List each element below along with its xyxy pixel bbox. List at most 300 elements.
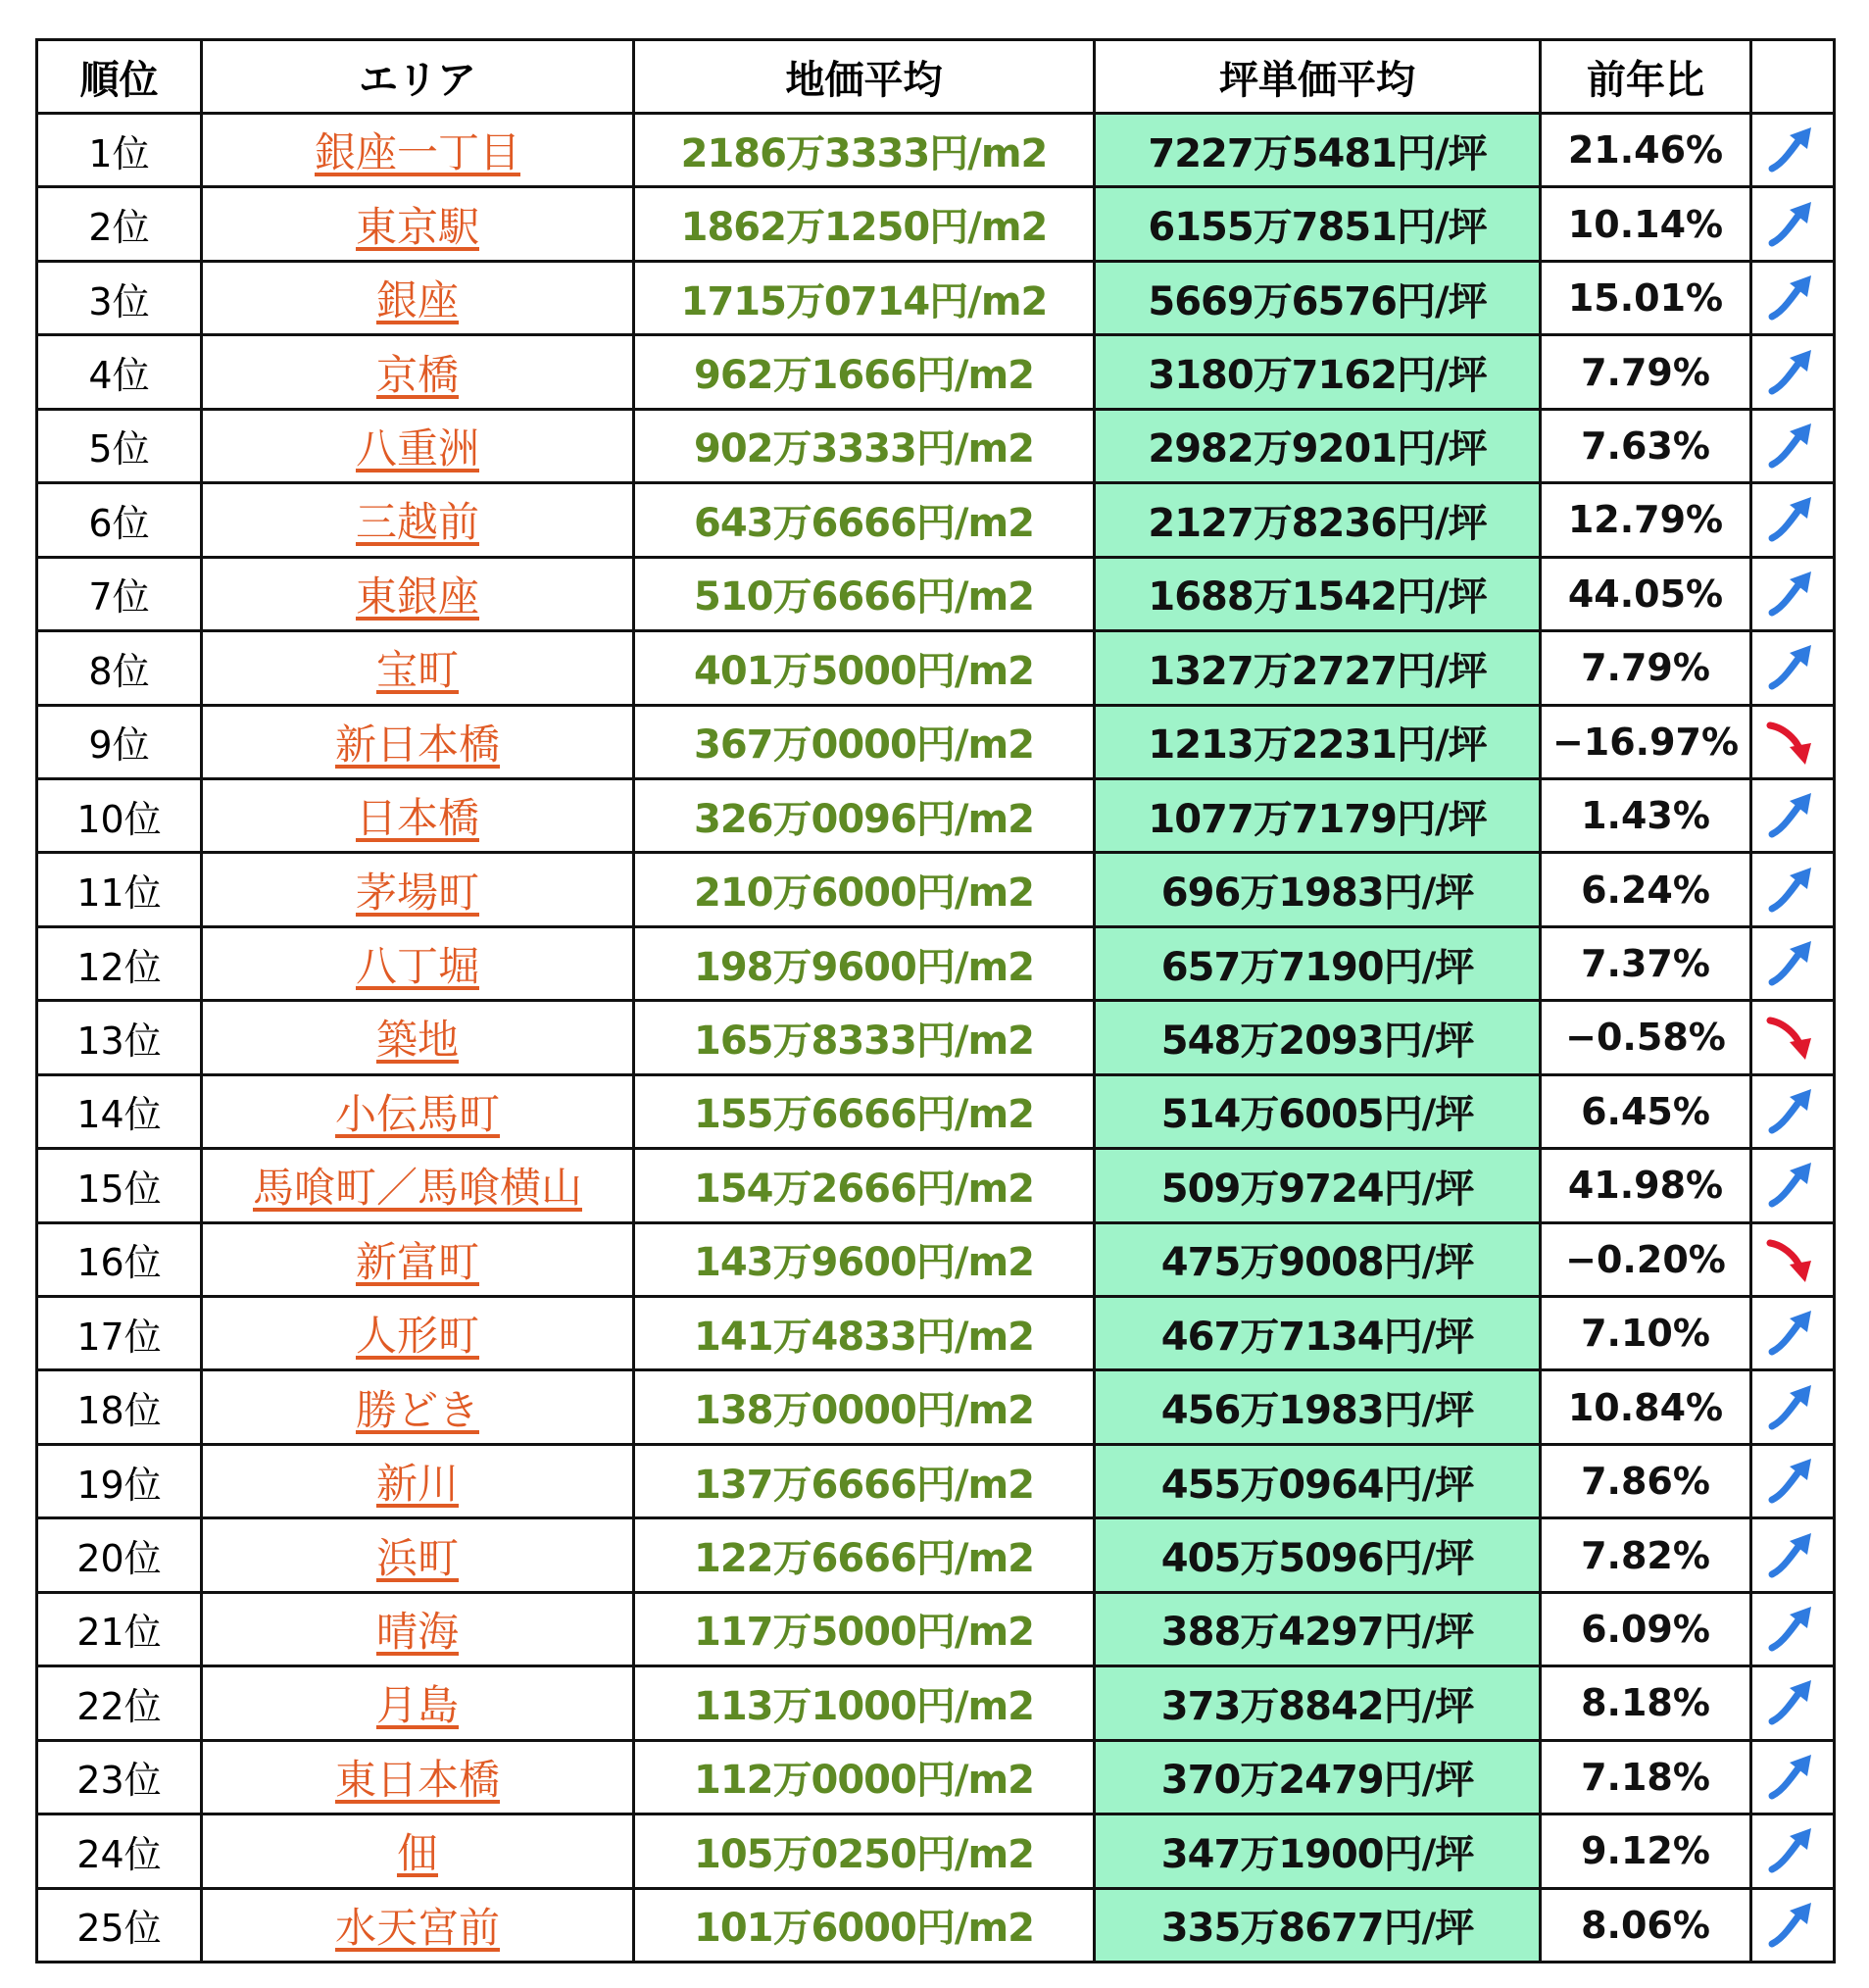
land-price-cell <box>634 409 1095 482</box>
trend-cell <box>1751 631 1835 705</box>
land-price-value: 141万4833円/m2 <box>694 1314 1034 1360</box>
land-price-cell <box>634 1370 1095 1444</box>
tsubo-price-value: 2127万8236円/坪 <box>1148 500 1487 546</box>
yoy-value: 7.86% <box>1581 1460 1710 1504</box>
trend-up-arrow-icon <box>1766 866 1819 915</box>
rank-label: 24位 <box>76 1832 162 1876</box>
tsubo-price-cell <box>1095 1666 1541 1740</box>
land-price-value: 143万9600円/m2 <box>694 1240 1034 1286</box>
land-price-cell <box>634 187 1095 261</box>
land-price-value: 401万5000円/m2 <box>694 648 1034 694</box>
tsubo-price-cell <box>1095 1444 1541 1517</box>
table-row <box>37 187 1835 261</box>
trend-down-arrow-icon <box>1766 718 1819 767</box>
area-cell <box>202 409 634 482</box>
trend-up-arrow-icon <box>1766 1605 1819 1654</box>
trend-up-arrow-icon <box>1766 125 1819 174</box>
land-price-cell <box>634 557 1095 630</box>
land-price-value: 367万0000円/m2 <box>694 722 1034 769</box>
land-price-ranking-table <box>35 38 1836 1963</box>
yoy-value: 6.24% <box>1581 868 1710 912</box>
header-tsubo-price: 坪単価平均 <box>1095 40 1541 114</box>
trend-cell <box>1751 778 1835 852</box>
table-row <box>37 1222 1835 1296</box>
rank-cell <box>37 1666 202 1740</box>
yoy-cell <box>1541 1814 1751 1888</box>
trend-cell <box>1751 261 1835 334</box>
area-cell <box>202 1444 634 1517</box>
tsubo-price-cell <box>1095 705 1541 778</box>
trend-cell <box>1751 1149 1835 1222</box>
tsubo-price-value: 1327万2727円/坪 <box>1148 648 1487 694</box>
header-land-price: 地価平均 <box>634 40 1095 114</box>
yoy-cell <box>1541 1149 1751 1222</box>
yoy-value: 7.18% <box>1581 1755 1710 1799</box>
area-link[interactable]: 新川 <box>375 1460 459 1509</box>
trend-cell <box>1751 1888 1835 1963</box>
land-price-value: 122万6666円/m2 <box>694 1536 1034 1582</box>
land-price-value: 105万0250円/m2 <box>694 1831 1034 1877</box>
rank-label: 23位 <box>76 1759 162 1803</box>
table-row <box>37 1370 1835 1444</box>
yoy-cell <box>1541 1074 1751 1148</box>
trend-up-arrow-icon <box>1766 1531 1819 1580</box>
land-price-value: 510万6666円/m2 <box>694 574 1034 621</box>
rank-label: 11位 <box>76 871 162 916</box>
area-cell <box>202 705 634 778</box>
land-price-cell <box>634 853 1095 926</box>
trend-cell <box>1751 335 1835 409</box>
rank-label: 9位 <box>88 723 150 768</box>
trend-cell <box>1751 114 1835 187</box>
tsubo-price-value: 475万9008円/坪 <box>1160 1240 1474 1286</box>
header-area: エリア <box>202 40 634 114</box>
rank-cell <box>37 853 202 926</box>
trend-down-arrow-icon <box>1766 1235 1819 1284</box>
land-price-cell <box>634 1444 1095 1517</box>
yoy-cell <box>1541 1740 1751 1814</box>
land-price-value: 113万1000円/m2 <box>694 1683 1034 1729</box>
land-price-value: 154万2666円/m2 <box>694 1166 1034 1212</box>
trend-cell <box>1751 187 1835 261</box>
area-cell <box>202 1592 634 1665</box>
yoy-cell <box>1541 1888 1751 1963</box>
rank-cell <box>37 1149 202 1222</box>
table-row <box>37 483 1835 557</box>
tsubo-price-cell <box>1095 1074 1541 1148</box>
rank-label: 16位 <box>76 1241 162 1285</box>
trend-up-arrow-icon <box>1766 1901 1819 1950</box>
area-link[interactable]: 築地 <box>375 1016 459 1065</box>
rank-cell <box>37 1592 202 1665</box>
land-price-value: 902万3333円/m2 <box>694 426 1034 472</box>
table-row <box>37 1888 1835 1963</box>
yoy-value: 7.37% <box>1581 942 1710 986</box>
area-cell <box>202 631 634 705</box>
rank-label: 13位 <box>76 1019 162 1063</box>
yoy-cell <box>1541 1666 1751 1740</box>
tsubo-price-cell <box>1095 483 1541 557</box>
table-row <box>37 705 1835 778</box>
rank-label: 18位 <box>76 1389 162 1433</box>
area-link[interactable]: 佃 <box>396 1829 438 1878</box>
rank-cell <box>37 1518 202 1592</box>
yoy-cell <box>1541 1370 1751 1444</box>
trend-cell <box>1751 1074 1835 1148</box>
tsubo-price-cell <box>1095 1740 1541 1814</box>
yoy-cell <box>1541 926 1751 1000</box>
yoy-cell <box>1541 1592 1751 1665</box>
yoy-cell <box>1541 853 1751 926</box>
table-row <box>37 1814 1835 1888</box>
land-price-cell <box>634 261 1095 334</box>
tsubo-price-value: 6155万7851円/坪 <box>1148 205 1487 251</box>
land-price-cell <box>634 1740 1095 1814</box>
land-price-value: 643万6666円/m2 <box>694 500 1034 546</box>
area-cell <box>202 1297 634 1370</box>
land-price-cell <box>634 1592 1095 1665</box>
area-link[interactable]: 茅場町 <box>355 868 479 917</box>
yoy-cell <box>1541 409 1751 482</box>
trend-up-arrow-icon <box>1766 1383 1819 1432</box>
trend-up-arrow-icon <box>1766 348 1819 397</box>
rank-label: 25位 <box>76 1907 162 1951</box>
yoy-value: 21.46% <box>1567 128 1724 173</box>
land-price-value: 165万8333円/m2 <box>694 1018 1034 1064</box>
area-link[interactable]: 八重洲 <box>355 423 479 472</box>
tsubo-price-value: 696万1983円/坪 <box>1160 870 1474 917</box>
trend-down-arrow-icon <box>1766 1013 1819 1062</box>
land-price-cell <box>634 926 1095 1000</box>
land-price-cell <box>634 1518 1095 1592</box>
rank-label: 15位 <box>76 1167 162 1211</box>
tsubo-price-cell <box>1095 261 1541 334</box>
land-price-cell <box>634 1074 1095 1148</box>
yoy-cell <box>1541 1222 1751 1296</box>
area-cell <box>202 1518 634 1592</box>
table-row <box>37 114 1835 187</box>
table-row <box>37 1740 1835 1814</box>
tsubo-price-cell <box>1095 1149 1541 1222</box>
land-price-cell <box>634 705 1095 778</box>
rank-cell <box>37 1074 202 1148</box>
tsubo-price-value: 405万5096円/坪 <box>1160 1536 1474 1582</box>
trend-cell <box>1751 1370 1835 1444</box>
yoy-cell <box>1541 705 1751 778</box>
rank-cell <box>37 557 202 630</box>
area-link[interactable]: 銀座 <box>375 276 459 325</box>
header-row <box>37 40 1835 114</box>
yoy-cell <box>1541 631 1751 705</box>
yoy-value: 9.12% <box>1581 1829 1710 1873</box>
trend-cell <box>1751 1222 1835 1296</box>
yoy-value: 7.79% <box>1581 646 1710 690</box>
trend-cell <box>1751 483 1835 557</box>
yoy-value: 7.10% <box>1581 1312 1710 1356</box>
area-link[interactable]: 晴海 <box>375 1607 459 1656</box>
area-cell <box>202 1370 634 1444</box>
yoy-cell <box>1541 114 1751 187</box>
area-cell <box>202 1074 634 1148</box>
tsubo-price-value: 5669万6576円/坪 <box>1148 278 1487 324</box>
yoy-cell <box>1541 187 1751 261</box>
table-row <box>37 335 1835 409</box>
land-price-value: 1862万1250円/m2 <box>680 205 1048 251</box>
tsubo-price-value: 514万6005円/坪 <box>1160 1092 1474 1138</box>
yoy-cell <box>1541 1518 1751 1592</box>
rank-cell <box>37 631 202 705</box>
rank-label: 14位 <box>76 1093 162 1137</box>
yoy-value: 10.84% <box>1567 1385 1724 1429</box>
tsubo-price-value: 1213万2231円/坪 <box>1148 722 1487 769</box>
tsubo-price-cell <box>1095 335 1541 409</box>
tsubo-price-value: 467万7134円/坪 <box>1160 1314 1474 1360</box>
trend-up-arrow-icon <box>1766 1826 1819 1875</box>
table-row <box>37 778 1835 852</box>
rank-cell <box>37 1814 202 1888</box>
rank-cell <box>37 409 202 482</box>
area-cell <box>202 1814 634 1888</box>
area-link[interactable]: 小伝馬町 <box>334 1089 500 1138</box>
tsubo-price-value: 335万8677円/坪 <box>1160 1906 1474 1952</box>
rank-cell <box>37 261 202 334</box>
yoy-cell <box>1541 483 1751 557</box>
area-cell <box>202 1001 634 1074</box>
area-link[interactable]: 新日本橋 <box>334 720 500 769</box>
area-cell <box>202 853 634 926</box>
land-price-cell <box>634 483 1095 557</box>
tsubo-price-cell <box>1095 114 1541 187</box>
area-cell <box>202 114 634 187</box>
area-link[interactable]: 宝町 <box>375 646 459 695</box>
trend-up-arrow-icon <box>1766 643 1819 692</box>
tsubo-price-cell <box>1095 1370 1541 1444</box>
trend-cell <box>1751 557 1835 630</box>
table-row <box>37 261 1835 334</box>
tsubo-price-cell <box>1095 1001 1541 1074</box>
table-row <box>37 1001 1835 1074</box>
tsubo-price-cell <box>1095 557 1541 630</box>
yoy-value: 6.45% <box>1581 1089 1710 1133</box>
area-link[interactable]: 月島 <box>375 1681 459 1730</box>
land-price-value: 198万9600円/m2 <box>694 944 1034 990</box>
land-price-value: 101万6000円/m2 <box>694 1906 1034 1952</box>
area-cell <box>202 335 634 409</box>
yoy-cell <box>1541 261 1751 334</box>
table-row <box>37 1444 1835 1517</box>
area-cell <box>202 261 634 334</box>
rank-label: 8位 <box>88 649 150 693</box>
yoy-cell <box>1541 1001 1751 1074</box>
rank-label: 5位 <box>88 427 150 472</box>
land-price-value: 137万6666円/m2 <box>694 1462 1034 1508</box>
table-row <box>37 1297 1835 1370</box>
area-link[interactable]: 人形町 <box>355 1312 479 1361</box>
trend-cell <box>1751 1592 1835 1665</box>
trend-up-arrow-icon <box>1766 791 1819 840</box>
area-link[interactable]: 八丁堀 <box>355 942 479 991</box>
trend-cell <box>1751 409 1835 482</box>
area-link[interactable]: 東日本橋 <box>334 1755 500 1804</box>
rank-cell <box>37 1001 202 1074</box>
tsubo-price-value: 7227万5481円/坪 <box>1148 130 1487 176</box>
header-yoy: 前年比 <box>1541 40 1751 114</box>
rank-label: 10位 <box>76 797 162 841</box>
table-row <box>37 1666 1835 1740</box>
trend-cell <box>1751 705 1835 778</box>
yoy-value: −0.20% <box>1565 1237 1726 1281</box>
yoy-value: 1.43% <box>1581 794 1710 838</box>
land-price-cell <box>634 1888 1095 1963</box>
tsubo-price-cell <box>1095 1518 1541 1592</box>
land-price-value: 155万6666円/m2 <box>694 1092 1034 1138</box>
yoy-value: 10.14% <box>1567 202 1724 246</box>
rank-label: 12位 <box>76 945 162 989</box>
table-row <box>37 853 1835 926</box>
trend-up-arrow-icon <box>1766 273 1819 323</box>
yoy-value: 8.06% <box>1581 1903 1710 1947</box>
land-price-cell <box>634 1666 1095 1740</box>
header-trend <box>1751 40 1835 114</box>
rank-label: 21位 <box>76 1611 162 1655</box>
rank-label: 17位 <box>76 1315 162 1359</box>
trend-cell <box>1751 1740 1835 1814</box>
tsubo-price-value: 373万8842円/坪 <box>1160 1683 1474 1729</box>
land-price-value: 210万6000円/m2 <box>694 870 1034 917</box>
area-link[interactable]: 勝どき <box>355 1385 479 1434</box>
area-cell <box>202 778 634 852</box>
tsubo-price-value: 2982万9201円/坪 <box>1148 426 1487 472</box>
yoy-value: 41.98% <box>1567 1164 1724 1208</box>
area-link[interactable]: 馬喰町／馬喰横山 <box>252 1164 582 1213</box>
rank-cell <box>37 483 202 557</box>
trend-up-arrow-icon <box>1766 570 1819 619</box>
trend-up-arrow-icon <box>1766 939 1819 988</box>
land-price-value: 1715万0714円/m2 <box>680 278 1048 324</box>
yoy-value: 7.79% <box>1581 350 1710 394</box>
tsubo-price-value: 548万2093円/坪 <box>1160 1018 1474 1064</box>
area-cell <box>202 557 634 630</box>
area-link[interactable]: 銀座一丁目 <box>314 128 520 177</box>
rank-label: 3位 <box>88 279 150 323</box>
trend-cell <box>1751 1814 1835 1888</box>
tsubo-price-cell <box>1095 1888 1541 1963</box>
trend-up-arrow-icon <box>1766 1161 1819 1210</box>
tsubo-price-cell <box>1095 778 1541 852</box>
area-link[interactable]: 日本橋 <box>355 794 479 843</box>
yoy-value: 12.79% <box>1567 498 1724 542</box>
table-row <box>37 557 1835 630</box>
rank-cell <box>37 187 202 261</box>
rank-cell <box>37 1740 202 1814</box>
ranking-body <box>37 114 1835 1963</box>
land-price-value: 138万0000円/m2 <box>694 1388 1034 1434</box>
rank-label: 22位 <box>76 1684 162 1728</box>
area-link[interactable]: 水天宮前 <box>334 1903 500 1952</box>
rank-cell <box>37 926 202 1000</box>
tsubo-price-value: 657万7190円/坪 <box>1160 944 1474 990</box>
rank-cell <box>37 114 202 187</box>
trend-cell <box>1751 1297 1835 1370</box>
land-price-cell <box>634 1149 1095 1222</box>
trend-cell <box>1751 1444 1835 1517</box>
tsubo-price-cell <box>1095 187 1541 261</box>
tsubo-price-cell <box>1095 409 1541 482</box>
rank-cell <box>37 1297 202 1370</box>
yoy-value: −16.97% <box>1551 720 1740 764</box>
rank-label: 2位 <box>88 206 150 250</box>
area-link[interactable]: 新富町 <box>355 1237 479 1286</box>
rank-label: 20位 <box>76 1537 162 1581</box>
yoy-value: 7.63% <box>1581 423 1710 468</box>
tsubo-price-cell <box>1095 926 1541 1000</box>
rank-label: 6位 <box>88 501 150 545</box>
tsubo-price-cell <box>1095 1297 1541 1370</box>
trend-up-arrow-icon <box>1766 200 1819 249</box>
area-link[interactable]: 三越前 <box>355 498 479 547</box>
land-price-value: 2186万3333円/m2 <box>680 130 1048 176</box>
land-price-value: 962万1666円/m2 <box>694 353 1034 399</box>
trend-up-arrow-icon <box>1766 1309 1819 1358</box>
area-cell <box>202 483 634 557</box>
yoy-cell <box>1541 335 1751 409</box>
land-price-value: 112万0000円/m2 <box>694 1758 1034 1804</box>
yoy-value: 7.82% <box>1581 1533 1710 1577</box>
area-cell <box>202 1222 634 1296</box>
trend-up-arrow-icon <box>1766 495 1819 544</box>
land-price-value: 117万5000円/m2 <box>694 1610 1034 1656</box>
trend-up-arrow-icon <box>1766 1087 1819 1136</box>
trend-up-arrow-icon <box>1766 422 1819 471</box>
area-cell <box>202 1888 634 1963</box>
area-cell <box>202 1740 634 1814</box>
tsubo-price-value: 455万0964円/坪 <box>1160 1462 1474 1508</box>
area-link[interactable]: 東銀座 <box>355 572 479 621</box>
land-price-cell <box>634 335 1095 409</box>
table-row <box>37 1592 1835 1665</box>
area-cell <box>202 1149 634 1222</box>
yoy-cell <box>1541 778 1751 852</box>
tsubo-price-cell <box>1095 1222 1541 1296</box>
area-link[interactable]: 浜町 <box>375 1533 459 1582</box>
land-price-cell <box>634 1001 1095 1074</box>
rank-label: 1位 <box>88 131 150 175</box>
area-cell <box>202 1666 634 1740</box>
land-price-cell <box>634 1297 1095 1370</box>
land-price-cell <box>634 114 1095 187</box>
trend-cell <box>1751 1666 1835 1740</box>
tsubo-price-value: 1077万7179円/坪 <box>1148 796 1487 842</box>
trend-up-arrow-icon <box>1766 1753 1819 1802</box>
area-link[interactable]: 京橋 <box>375 350 459 399</box>
rank-cell <box>37 1222 202 1296</box>
tsubo-price-value: 3180万7162円/坪 <box>1148 353 1487 399</box>
tsubo-price-value: 509万9724円/坪 <box>1160 1166 1474 1212</box>
table-row <box>37 1074 1835 1148</box>
rank-cell <box>37 705 202 778</box>
area-link[interactable]: 東京駅 <box>355 202 479 251</box>
rank-cell <box>37 335 202 409</box>
yoy-cell <box>1541 1444 1751 1517</box>
rank-cell <box>37 1370 202 1444</box>
yoy-value: 8.18% <box>1581 1681 1710 1725</box>
rank-cell <box>37 778 202 852</box>
land-price-cell <box>634 1814 1095 1888</box>
land-price-cell <box>634 778 1095 852</box>
rank-label: 19位 <box>76 1463 162 1507</box>
rank-cell <box>37 1444 202 1517</box>
trend-cell <box>1751 1001 1835 1074</box>
